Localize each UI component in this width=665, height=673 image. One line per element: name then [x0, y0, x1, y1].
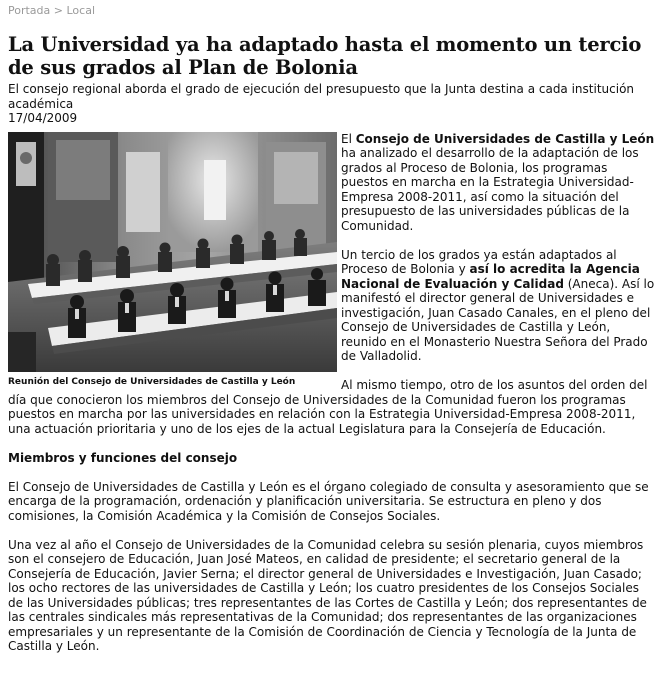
paragraph-2-text-a: Un tercio de los grados ya están adaptados al Proceso de Bolonia y [341, 247, 617, 276]
paragraph-3: Al mismo tiempo, otro de los asuntos del orden del día que conocieron los miembros del Consejo de Universidades de la Comunidad fueron los programas puestos en marcha por las universidades en relación con la Estrategia Universidad-Empresa 2008-2011, una actuación prioritaria y uno de los ejes de la actual Legislatura para la Consejería de Educación. [8, 378, 648, 436]
paragraph-1-bold: Consejo de Universidades de Castilla y León [355, 131, 655, 146]
breadcrumb-section-link[interactable]: Local [66, 4, 96, 17]
paragraph-5: Una vez al año el Consejo de Universidades de la Comunidad celebra su sesión plenaria, cuyos miembros son el consejero de Educación, Juan José Mateos, en calidad de presidente; el secretario general de la Consejería de Educación, Javier Serna; el director general de Universidades e Investigación, Juan Casado; los ocho rectores de las universidades de Castilla y León; los cuatro presidentes de los Consejos Sociales de las Universidades públicas; tres representantes de las Cortes de Castilla y León; dos representantes de las centrales sindicales más representativas de la Comunidad; dos representantes de las organizaciones empresariales y un representante de la Comisión de Coordinación de Ciencia y Tecnología de la Junta de Castilla y León. [8, 537, 647, 653]
paragraph-4: El Consejo de Universidades de Castilla y León es el órgano colegiado de consulta y asesoramiento que se encarga de la programación, ordenación y planificación universitaria. Se estructura en pleno y dos comisiones, la Comisión Académica y la Comisión de Consejos Sociales. [8, 479, 649, 523]
paragraph-2-bold: así lo acredita la Agencia Nacional de Evaluación y Calidad [341, 262, 640, 291]
paragraph-1-text-c: ha analizado el desarrollo de la adaptación de los grados al Proceso de Bolonia, los programas puestos en marcha en la Estrategia Universidad-Empresa 2008-2011, así como la situación del presupuesto de las universidades públicas de la Comunidad. [341, 146, 639, 233]
breadcrumb [8, 4, 657, 18]
paragraph-2-text-c: (Aneca). Así lo manifestó el director general de Universidades e investigación, Juan Casado Canales, en el pleno del Consejo de Universidades de Castilla y León, reunido en el Monasterio Nuestra Señora del Prado de Valladolid. [341, 276, 655, 363]
article-date: 17/04/2009 [8, 111, 78, 125]
paragraph-1-text-a: El [341, 131, 356, 146]
breadcrumb-home-link[interactable]: Portada [8, 4, 51, 17]
section-heading: Miembros y funciones del consejo [8, 450, 238, 465]
article-body [8, 132, 657, 654]
breadcrumb-separator: > [53, 4, 63, 17]
meeting-photo [8, 132, 337, 372]
article-subtitle: El consejo regional aborda el grado de ejecución del presupuesto que la Junta destina a cada institución académica [8, 82, 635, 111]
image-caption: Reunión del Consejo de Universidades de Castilla y León [8, 376, 296, 387]
article-figure [8, 132, 337, 388]
article-title: La Universidad ya ha adaptado hasta el momento un tercio de sus grados al Plan de Bolonia [8, 33, 642, 79]
